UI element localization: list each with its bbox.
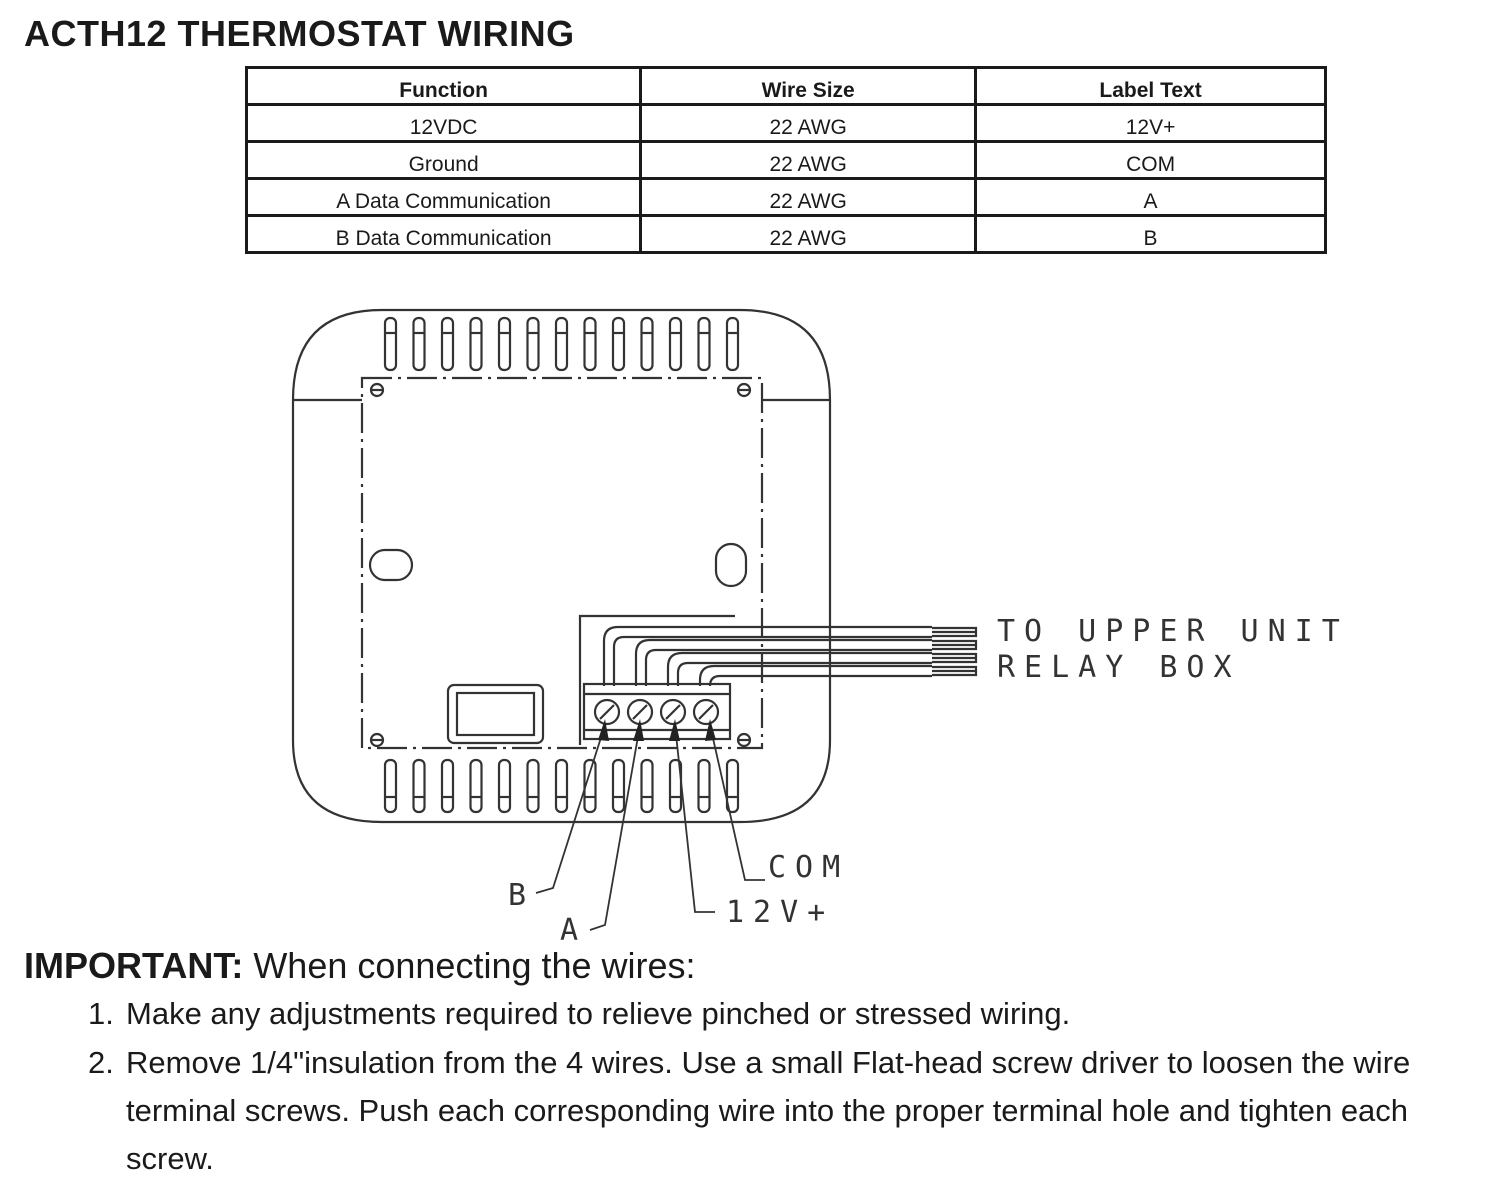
step-text: Make any adjustments required to relieve pinched or stressed wiring. bbox=[126, 996, 1071, 1031]
vent-slot bbox=[471, 760, 482, 812]
cell-function: B Data Communication bbox=[247, 216, 641, 253]
switch-window-inner bbox=[457, 693, 534, 735]
column-header-wire-size: Wire Size bbox=[641, 68, 976, 105]
screw-slot bbox=[633, 705, 647, 719]
cell-function: Ground bbox=[247, 142, 641, 179]
terminal-label-b: B bbox=[508, 878, 536, 913]
cell-label-text: COM bbox=[976, 142, 1326, 179]
cell-function: A Data Communication bbox=[247, 179, 641, 216]
wire bbox=[614, 637, 932, 686]
wire bbox=[668, 653, 932, 686]
wire bbox=[710, 676, 932, 686]
column-header-function: Function bbox=[247, 68, 641, 105]
vent-slot bbox=[385, 760, 396, 812]
vent-slot bbox=[385, 318, 396, 370]
important-lead: IMPORTANT: bbox=[24, 945, 244, 986]
vent-slot bbox=[613, 760, 624, 812]
mounting-plate bbox=[362, 378, 762, 748]
top-vents bbox=[385, 318, 738, 370]
bottom-vents bbox=[385, 760, 738, 812]
page-title: ACTH12 THERMOSTAT WIRING bbox=[24, 13, 575, 54]
step-number: 2. bbox=[88, 1045, 114, 1080]
vent-slot bbox=[414, 318, 425, 370]
screw-slot bbox=[699, 705, 713, 719]
vent-slot bbox=[642, 318, 653, 370]
wire bbox=[646, 650, 932, 686]
wire bbox=[604, 627, 932, 686]
vent-slot bbox=[699, 318, 710, 370]
cell-label-text: B bbox=[976, 216, 1326, 253]
vent-slot bbox=[528, 760, 539, 812]
vent-slot bbox=[727, 318, 738, 370]
cell-wire-size: 22 AWG bbox=[641, 179, 976, 216]
instruction-steps bbox=[24, 990, 1504, 1183]
cell-wire-size: 22 AWG bbox=[641, 142, 976, 179]
cell-label-text: A bbox=[976, 179, 1326, 216]
vent-slot bbox=[642, 760, 653, 812]
vent-slot bbox=[414, 760, 425, 812]
mounting-slot bbox=[370, 550, 412, 580]
important-text: When connecting the wires: bbox=[243, 945, 696, 986]
vent-slot bbox=[613, 318, 624, 370]
wire-bundle bbox=[604, 627, 976, 686]
screw-slot bbox=[666, 705, 680, 719]
cell-function: 12VDC bbox=[247, 105, 641, 142]
vent-slot bbox=[499, 760, 510, 812]
vent-slot bbox=[585, 318, 596, 370]
vent-slot bbox=[556, 318, 567, 370]
vent-slot bbox=[699, 760, 710, 812]
list-item bbox=[24, 1039, 1504, 1183]
important-heading bbox=[24, 942, 1504, 990]
screw-slot bbox=[600, 705, 614, 719]
terminal-screws bbox=[595, 700, 718, 724]
terminal-label-a: A bbox=[560, 913, 588, 945]
vent-slot bbox=[528, 318, 539, 370]
important-note bbox=[24, 942, 1504, 1183]
cell-wire-size: 22 AWG bbox=[641, 105, 976, 142]
wire-destination-line1: TO UPPER UNIT bbox=[997, 614, 1349, 649]
screw-icon bbox=[371, 384, 750, 746]
vent-slot bbox=[670, 318, 681, 370]
terminal-label-com: COM bbox=[768, 850, 850, 885]
column-header-label-text: Label Text bbox=[976, 68, 1326, 105]
wire-destination-line2: RELAY BOX bbox=[997, 650, 1241, 685]
vent-slot bbox=[499, 318, 510, 370]
vent-slot bbox=[442, 760, 453, 812]
vent-slot bbox=[556, 760, 567, 812]
vent-slot bbox=[442, 318, 453, 370]
vent-slot bbox=[471, 318, 482, 370]
cell-wire-size: 22 AWG bbox=[641, 216, 976, 253]
step-number: 1. bbox=[88, 996, 114, 1031]
cell-label-text: 12V+ bbox=[976, 105, 1326, 142]
step-text: Remove 1/4"insulation from the 4 wires. Use a small Flat-head screw driver to loosen the wire terminal screws. Push each corresponding wire into the proper terminal hole and tighten each screw. bbox=[126, 1045, 1411, 1176]
mounting-slot bbox=[716, 544, 746, 586]
list-item bbox=[24, 990, 1504, 1038]
terminal-label-12v: 12V+ bbox=[726, 895, 835, 930]
